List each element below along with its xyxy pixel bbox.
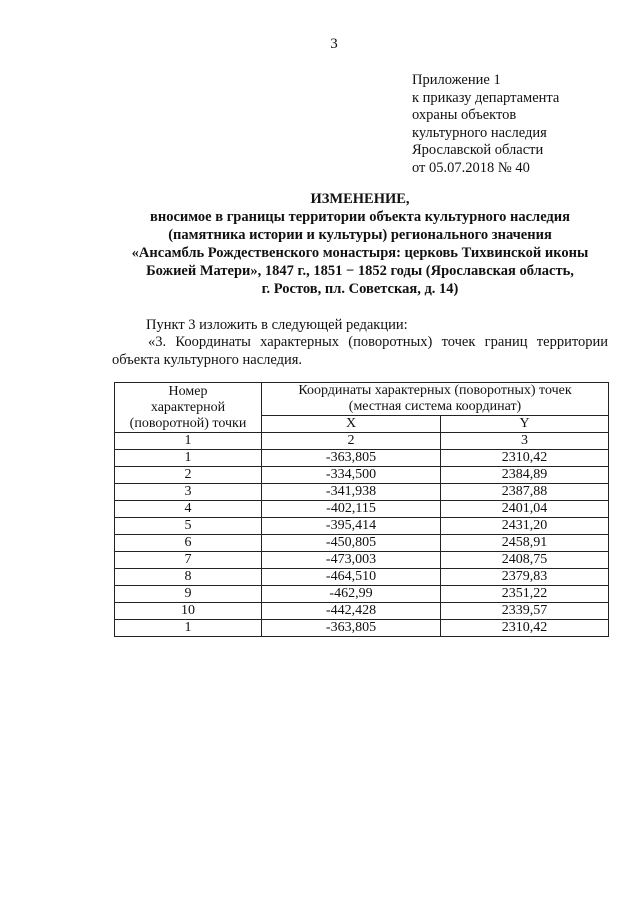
point-number-cell: 1 (115, 450, 262, 467)
header-point-line: Номер (168, 383, 208, 399)
page-number: 3 (330, 36, 338, 52)
x-coordinate-cell: -402,115 (262, 501, 441, 518)
table-row (115, 535, 609, 552)
x-coordinate-cell: -473,003 (262, 552, 441, 569)
header-coords-line: (местная система координат) (348, 399, 522, 414)
y-coordinate-cell: 2310,42 (441, 620, 609, 637)
annex-line: от 05.07.2018 № 40 (412, 159, 530, 176)
y-coordinate-cell: 2310,42 (441, 450, 609, 467)
point-number-cell: 10 (115, 603, 262, 620)
y-coordinate-cell: 2401,04 (441, 501, 609, 518)
annex-line: к приказу департамента (412, 89, 560, 106)
y-coordinate-cell: 2379,83 (441, 569, 609, 586)
annex-line: Ярославской области (412, 142, 544, 158)
table-row (115, 603, 609, 620)
y-coordinate-cell: 2408,75 (441, 552, 609, 569)
y-coordinate-cell: 2431,20 (441, 518, 609, 535)
column-number: 3 (441, 433, 609, 450)
header-coordinates (262, 383, 609, 416)
x-coordinate-cell: -334,500 (262, 467, 441, 484)
y-coordinate-cell: 2387,88 (441, 484, 609, 501)
body-paragraph-2: «3. Координаты характерных (поворотных) точек границ территории объекта культурного наследия. (112, 334, 608, 368)
header-y: Y (441, 416, 609, 433)
table-row (115, 620, 609, 637)
x-coordinate-cell: -395,414 (262, 518, 441, 535)
table-row (115, 552, 609, 569)
y-coordinate-cell: 2351,22 (441, 586, 609, 603)
x-coordinate-cell: -363,805 (262, 450, 441, 467)
table-column-numbers-row (115, 433, 609, 450)
point-number-cell: 9 (115, 586, 262, 603)
x-coordinate-cell: -464,510 (262, 569, 441, 586)
point-number-cell: 4 (115, 501, 262, 518)
table-row (115, 569, 609, 586)
table-row (115, 450, 609, 467)
annex-block (412, 72, 559, 177)
point-number-cell: 1 (115, 620, 262, 637)
body-paragraph-1: Пункт 3 изложить в следующей редакции: (146, 317, 408, 333)
title-line: «Ансамбль Рождественского монастыря: церковь Тихвинской иконы (131, 245, 589, 261)
point-number-cell: 3 (115, 484, 262, 501)
point-number-cell: 2 (115, 467, 262, 484)
title-line: (памятника истории и культуры) регионального значения (168, 227, 552, 243)
title-line: Божией Матери», 1847 г., 1851 − 1852 годы (Ярославская область, (146, 263, 574, 279)
coordinates-table (114, 382, 609, 637)
table-row (115, 586, 609, 603)
x-coordinate-cell: -363,805 (262, 620, 441, 637)
x-coordinate-cell: -341,938 (262, 484, 441, 501)
title-line: ИЗМЕНЕНИЕ, (310, 191, 410, 207)
title-line: г. Ростов, пл. Советская, д. 14) (261, 281, 459, 297)
annex-line: культурного наследия (412, 124, 547, 141)
x-coordinate-cell: -442,428 (262, 603, 441, 620)
annex-line: Приложение 1 (412, 72, 501, 88)
x-coordinate-cell: -450,805 (262, 535, 441, 552)
table-row (115, 518, 609, 535)
header-coords-line: Координаты характерных (поворотных) точек (298, 383, 572, 398)
point-number-cell: 6 (115, 535, 262, 552)
y-coordinate-cell: 2458,91 (441, 535, 609, 552)
x-coordinate-cell: -462,99 (262, 586, 441, 603)
header-x: X (262, 416, 441, 433)
title-line: вносимое в границы территории объекта культурного наследия (150, 209, 570, 225)
annex-line: охраны объектов (412, 107, 517, 123)
table-row (115, 484, 609, 501)
table-row (115, 501, 609, 518)
point-number-cell: 7 (115, 552, 262, 569)
y-coordinate-cell: 2384,89 (441, 467, 609, 484)
y-coordinate-cell: 2339,57 (441, 603, 609, 620)
header-point-line: характерной (150, 399, 226, 415)
document-title (100, 190, 620, 298)
point-number-cell: 5 (115, 518, 262, 535)
table-row (115, 467, 609, 484)
header-point-number (115, 383, 262, 433)
header-point-line: (поворотной) точки (129, 415, 247, 431)
table-header-row (115, 383, 609, 416)
column-number: 2 (262, 433, 441, 450)
point-number-cell: 8 (115, 569, 262, 586)
column-number: 1 (115, 433, 262, 450)
